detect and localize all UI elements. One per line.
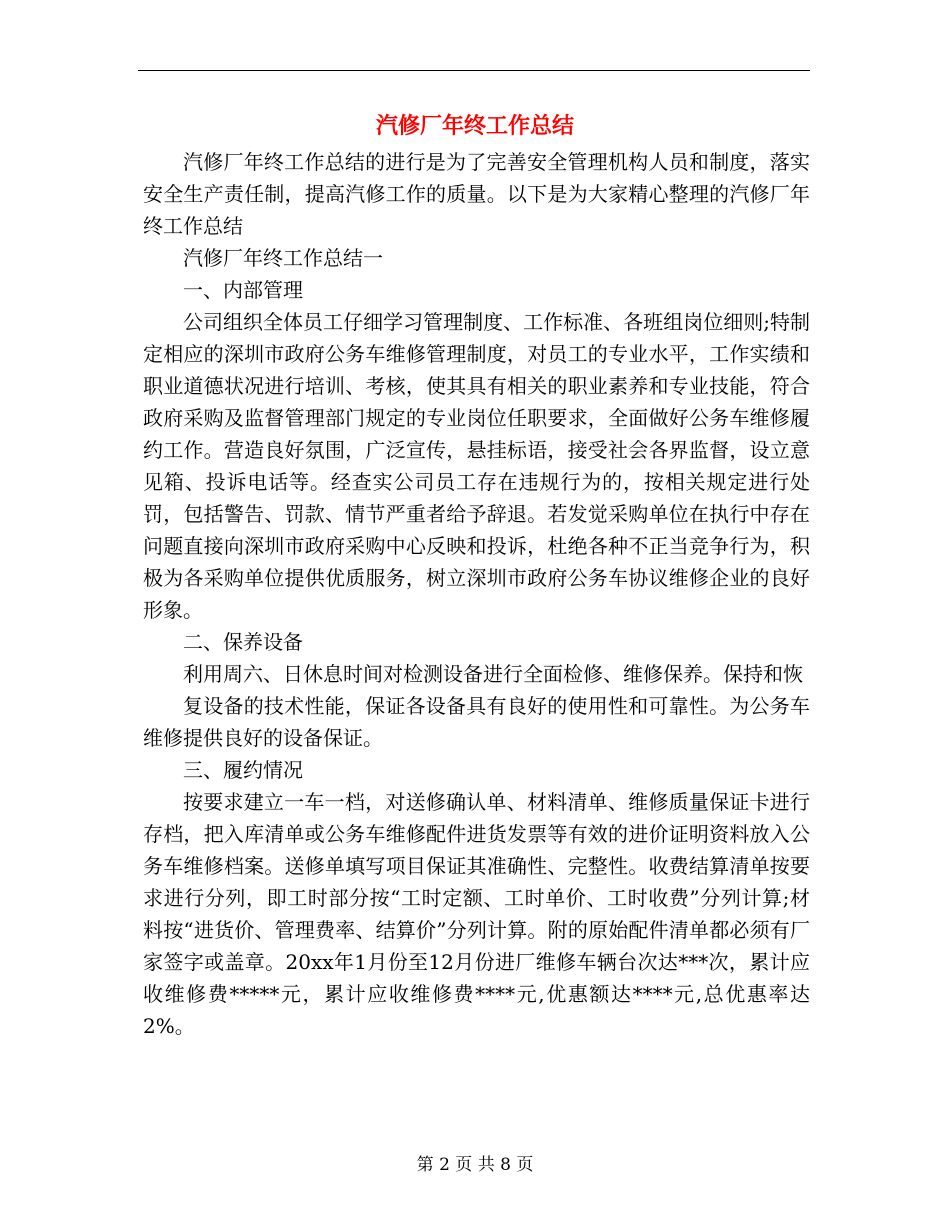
header-rule: [138, 70, 810, 71]
intro-paragraph: 汽修厂年终工作总结的进行是为了完善安全管理机构人员和制度，落实安全生产责任制，提高汽修工作的质量。以下是为大家精心整理的汽修厂年终工作总结: [143, 150, 810, 238]
equipment-paragraph-part-1: 利用周六、日休息时间对检测设备进行全面检修、维修保养。保持和恢: [183, 662, 803, 686]
section-heading-internal-management: 一、内部管理: [183, 278, 303, 302]
section-heading-contract-performance: 三、履约情况: [183, 758, 303, 782]
document-title: 汽修厂年终工作总结: [375, 113, 574, 139]
section-heading-equipment-maintenance: 二、保养设备: [183, 630, 303, 654]
contract-performance-paragraph: 按要求建立一车一档，对送修确认单、材料清单、维修质量保证卡进行存档，把入库清单或公务车维修配件进货发票等有效的进价证明资料放入公务车维修档案。送修单填写项目保证其准确性、完整性。收费结算清单按要求进行分列，即工时部分按“工时定额、工时单价、工时收费”分列计算;材料按“进货价、管理费率、结算价”分列计算。附的原始配件清单都必须有厂家签字或盖章。20xx年1月份至12月份进厂维修车辆台次达***次，累计应收维修费*****元，累计应收维修费****元,优惠额达****元,总优惠率达2%。: [143, 790, 810, 1038]
section-heading-summary-one: 汽修厂年终工作总结一: [183, 246, 383, 270]
equipment-paragraph-part-2: 复设备的技术性能，保证各设备具有良好的使用性和可靠性。为公务车维修提供良好的设备保证。: [143, 694, 810, 750]
page-number-footer: 第 2 页 共 8 页: [416, 1155, 534, 1175]
document-body: [143, 146, 810, 1042]
internal-management-paragraph: 公司组织全体员工仔细学习管理制度、工作标准、各班组岗位细则;特制定相应的深圳市政府公务车维修管理制度，对员工的专业水平，工作实绩和职业道德状况进行培训、考核，使其具有相关的职业素养和专业技能，符合政府采购及监督管理部门规定的专业岗位任职要求，全面做好公务车维修履约工作。营造良好氛围，广泛宣传，悬挂标语，接受社会各界监督，设立意见箱、投诉电话等。经查实公司员工存在违规行为的，按相关规定进行处罚，包括警告、罚款、情节严重者给予辞退。若发觉采购单位在执行中存在问题直接向深圳市政府采购中心反映和投诉，杜绝各种不正当竞争行为，积极为各采购单位提供优质服务，树立深圳市政府公务车协议维修企业的良好形象。: [143, 310, 810, 622]
